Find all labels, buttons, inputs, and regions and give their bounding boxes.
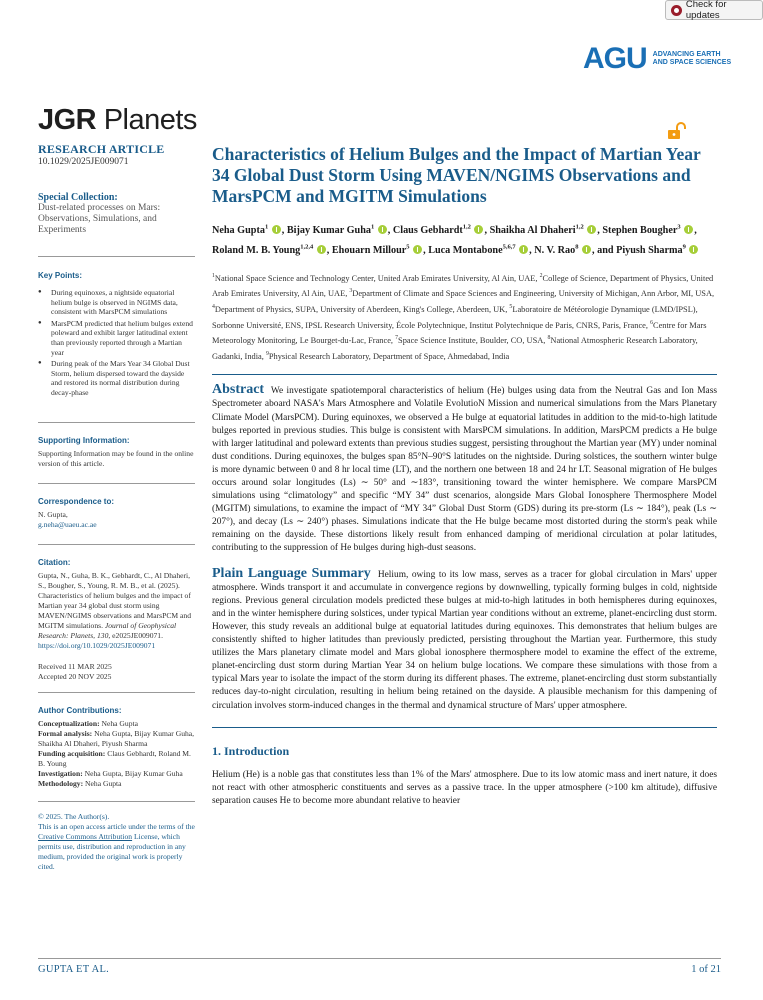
divider — [38, 483, 195, 484]
author-name[interactable]: Luca Montabone — [428, 244, 503, 256]
journal-name-bold: JGR — [38, 104, 97, 136]
orcid-icon[interactable] — [317, 245, 326, 254]
received-date: Received 11 MAR 2025 — [38, 661, 112, 671]
agu-logo — [583, 42, 733, 76]
license-terms: License, which permits use, distribution and reproduction in any medium, provided the original work is properly cited. — [38, 831, 186, 871]
divider — [38, 692, 195, 693]
updates-icon — [671, 5, 682, 16]
author-list — [212, 220, 717, 259]
contribution-item — [38, 769, 195, 779]
author-affiliation-ref: 1,2,4 — [300, 243, 314, 251]
supporting-info-text: Supporting Information may be found in the online version of this article. — [38, 448, 194, 468]
divider — [212, 727, 717, 728]
key-point-item: ● During peak of the Mars Year 34 Global Dust Storm, helium dispersed toward the dayside and restored its normal distribution during decay-phase — [38, 359, 195, 397]
citation-tail: , e2025JE009071. — [108, 630, 164, 640]
affiliation-number: 7 — [395, 335, 399, 342]
article-title: Characteristics of Helium Bulges and the Impact of Martian Year 34 Global Dust Storm Using MAVEN/NGIMS Observations and MarsPCM and MGITM Simulations — [212, 144, 701, 206]
citation-body: Gupta, N., Guha, B. K., Gebhardt, C., Al Dhaheri, S., Bougher, S., Young, R. M. B., et al. (2025). Characteristics of helium bulges and the impact of Martian year 34 global dust storm using MAVEN/NGIMS observations and MarsPCM and MGITM simulations. — [38, 570, 191, 630]
supporting-info-heading: Supporting Information: — [38, 435, 130, 445]
orcid-icon[interactable] — [684, 225, 693, 234]
author-affiliation-ref: 1,2 — [462, 224, 471, 231]
affiliation-number: 5 — [509, 303, 513, 310]
divider — [38, 256, 195, 257]
introduction-heading: 1. Introduction — [212, 743, 290, 758]
license-intro: This is an open access article under the terms of the — [38, 821, 195, 831]
affiliation-text: Space Science Institute, Boulder, CO, USA, — [398, 335, 548, 345]
divider — [38, 801, 195, 802]
key-points-list — [38, 288, 195, 398]
author-name[interactable]: Roland M. B. Young — [212, 244, 301, 256]
author-affiliation-ref: 1,2 — [575, 224, 584, 231]
author-entry: Stephen Bougher$^3$ , — [602, 224, 697, 237]
author-entry: N. V. Rao$^8$ , — [534, 243, 598, 256]
citation-doi-link[interactable]: https://doi.org/10.1029/2025JE009071 — [38, 640, 156, 650]
license-text — [38, 822, 195, 872]
footer-divider — [38, 958, 721, 959]
orcid-icon[interactable] — [689, 245, 698, 254]
author-affiliation-ref: 1 — [264, 224, 269, 231]
contribution-item — [38, 749, 195, 769]
affiliation-text: Laboratoire de Météorologie Dynamique (LMD/IPSL), Sorbonne Université, ENS, IPSL Research University, École Polytechnique, Institut Polytechnique de Paris, CNRS, Paris, France, — [212, 304, 698, 330]
author-name[interactable]: Bijay Kumar Guha — [286, 225, 371, 237]
author-conjunction: and — [597, 244, 617, 256]
citation-text — [38, 571, 195, 641]
author-affiliation-ref: 5,6,7 — [502, 243, 516, 251]
key-point-item: ● MarsPCM predicted that helium bulges extend poleward and exhibit larger latitudinal extent than previously reported through a Martian year — [38, 319, 195, 357]
divider — [38, 422, 195, 423]
check-for-updates-label: Check for updates — [685, 0, 727, 21]
author-name[interactable]: Claus Gebhardt — [392, 225, 463, 237]
citation-heading: Citation: — [38, 557, 71, 567]
author-affiliation-ref: 1 — [370, 224, 375, 231]
orcid-icon[interactable] — [519, 245, 528, 254]
check-for-updates-button[interactable] — [665, 0, 763, 20]
journal-name — [38, 104, 197, 137]
article-doi: 10.1029/2025JE009071 — [38, 157, 129, 167]
affiliations — [212, 270, 717, 364]
article-type: RESEARCH ARTICLE — [38, 142, 165, 156]
main-column — [212, 144, 717, 808]
author-name[interactable]: Stephen Bougher — [602, 225, 678, 237]
author-name[interactable]: Neha Gupta — [212, 225, 265, 237]
contribution-role: Methodology: — [38, 778, 84, 788]
contribution-role: Investigation: — [38, 768, 83, 778]
affiliation-text: National Space Science and Technology Center, United Arab Emirates University, Al Ain, UAE, — [214, 273, 540, 283]
affiliation-text: Centre for Mars Meteorology Monitoring, Le Bourget-du-Lac, France, — [212, 320, 707, 345]
special-collection-link[interactable]: Dust-related processes on Mars: Observations, Simulations, and Experiments — [38, 203, 161, 235]
affiliation-text: National Atmospheric Research Laboratory, Gadanki, India, — [212, 335, 698, 361]
affiliation-number: 2 — [539, 272, 543, 279]
contribution-role: Conceptualization: — [38, 718, 100, 728]
correspondence-heading: Correspondence to: — [38, 496, 115, 506]
correspondence-email-link[interactable]: g.neha@uaeu.ac.ae — [38, 519, 97, 529]
author-affiliation-ref: 8 — [575, 243, 579, 251]
author-name[interactable]: Piyush Sharma — [616, 244, 683, 256]
citation-journal: Journal of Geophysical Research: Planets, 130 — [38, 620, 177, 640]
license-copyright: © 2025. The Author(s). — [38, 811, 110, 821]
author-contributions-heading: Author Contributions: — [38, 705, 122, 715]
author-affiliation-ref: 9 — [682, 243, 686, 251]
affiliation-number: 8 — [547, 335, 551, 342]
author-name[interactable]: Ehouarn Millour — [331, 244, 407, 256]
author-entry: Ehouarn Millour$^5$ , — [331, 243, 429, 256]
affiliation-number: 1 — [212, 272, 215, 279]
left-sidebar — [38, 144, 195, 872]
page-number: 1 of 21 — [691, 964, 721, 975]
affiliation-number: 3 — [349, 288, 353, 295]
orcid-icon[interactable] — [587, 225, 596, 234]
orcid-icon[interactable] — [582, 245, 591, 254]
key-point-item: ● During equinoxes, a nightside equatorial helium bulge is observed in NGIMS data, consistent with MarsPCM simulations — [38, 288, 195, 317]
contribution-authors: Neha Gupta, Bijay Kumar Guha — [82, 768, 183, 778]
divider — [38, 544, 195, 545]
author-entry: Luca Montabone$^{5,6,7}$ , — [428, 243, 535, 256]
author-name[interactable]: N. V. Rao — [534, 244, 576, 256]
contribution-item — [38, 779, 195, 789]
open-access-icon — [667, 122, 687, 140]
footer-authors: GUPTA ET AL. — [38, 964, 110, 975]
accepted-date: Accepted 20 NOV 2025 — [38, 671, 112, 681]
journal-name-rest: Planets — [96, 104, 197, 136]
agu-logo-mark: AGU — [583, 42, 647, 75]
affiliation-number: 6 — [650, 319, 653, 326]
affiliation-number: 9 — [265, 350, 269, 357]
author-entry: Neha Gupta$^1$ , — [212, 224, 287, 237]
plain-language-section — [212, 567, 717, 713]
affiliation-text: Physical Research Laboratory, Department of Space, Ahmedabad, India — [268, 351, 510, 361]
abstract-heading: Abstract — [212, 382, 265, 398]
affiliation-text: Department of Climate and Space Sciences and Engineering, University of Michigan, Ann Arbor, MI, USA, — [352, 289, 715, 299]
abstract-section — [212, 383, 717, 555]
contribution-authors: Claus Gebhardt, Roland M. B. Young — [38, 748, 191, 768]
agu-tagline: ADVANCING EARTH AND SPACE SCIENCES — [652, 50, 732, 66]
author-entry: Claus Gebhardt$^{1,2}$ , — [392, 224, 490, 237]
correspondence-name: N. Gupta, — [38, 509, 68, 519]
author-affiliation-ref: 5 — [406, 243, 410, 251]
affiliation-text: College of Science, Department of Physics, United Arab Emirates University, Al Ain, UAE, — [212, 273, 714, 299]
author-affiliation-ref: 3 — [677, 224, 681, 231]
author-entry — [597, 245, 699, 256]
author-entry: Roland M. B. Young$^{1,2,4}$ , — [212, 243, 332, 256]
orcid-icon[interactable] — [413, 245, 422, 254]
contribution-role: Formal analysis: — [38, 728, 93, 738]
contribution-authors: Neha Gupta — [83, 778, 122, 788]
author-entry: Bijay Kumar Guha$^1$ , — [286, 224, 393, 237]
special-collection-heading: Special Collection: — [38, 192, 118, 203]
author-name[interactable]: Shaikha Al Dhaheri — [489, 225, 576, 237]
orcid-icon[interactable] — [378, 225, 387, 234]
orcid-icon[interactable] — [474, 225, 483, 234]
introduction-text: Helium (He) is a noble gas that constitutes less than 1% of the Mars' atmosphere. Due to its low atomic mass and inert nature, it does not react with other atmospheric constituents and serves as a passive trace. In the upper atmosphere (>100 km altitude), diffusive separation causes He to become more abundant relative to heavier — [212, 769, 717, 806]
key-points-heading: Key Points: — [38, 271, 83, 280]
plain-language-heading: Plain Language Summary — [212, 565, 371, 581]
author-entry: Shaikha Al Dhaheri$^{1,2}$ , — [489, 224, 603, 237]
contribution-item — [38, 729, 195, 749]
contribution-item — [38, 719, 195, 729]
abstract-text: We investigate spatiotemporal characteristics of helium (He) bulges using data from the Neutral Gas and Ion Mass Spectrometer aboard NASA's Mars Atmosphere and Volatile EvolutioN Mission and numerical simulations from the Mars Planetary Climate Model (MarsPCM). During equinoxes, we observed a He bulge at equatorial latitudes in addition to the mid-to-high latitude bulges reported in previous studies. This bulge is consistent with MarsPCM simulations. In addition, MarsPCM predicts a He bulge with larger latitudinal and poleward extents than previous studies suggest, persisting throughout the Martian year (MY) under nominal dust conditions. During equinoxes, the bulges span 85°N–90°S latitudes on the nightside. During solstices, the southern winter bulge is more dynamic between 0 and 8 hr local time (LT), and the northern one between 18 and 24 hr LT. Seasonal migration of He bulges occurs around solar longitudes (Ls) ∼ 50° and ∼183°, transitioning toward the winter hemisphere. We compare MarsPCM simulations using “climatology” and specific “MY 34” dust scenarios, alongside Mars Global Ionosphere Thermosphere Model (MGITM) simulations, to examine the impact of “MY 34” Global Dust Storm (GDS) during its pre-storm (Ls ∼ 184°), peak (Ls ∼ 207°), and decay (Ls ∼ 240°) phases. Simulations indicate that the He bulge became most distorted during the storm's peak while remaining on the dayside. These distortions likely result from enhanced damping of meridional circulation at polar latitudes, contributing to the suppression of He bulges during high-dust seasons. — [212, 386, 718, 554]
orcid-icon[interactable] — [272, 225, 281, 234]
affiliation-text: Department of Physics, SUPA, University of Aberdeen, King's College, Aberdeen, UK, — [214, 304, 510, 314]
contribution-authors: Neha Gupta — [99, 718, 138, 728]
creative-commons-link[interactable]: Creative Commons Attribution — [38, 831, 133, 841]
contribution-authors: Neha Gupta, Bijay Kumar Guha, Shaikha Al Dhaheri, Piyush Sharma — [38, 728, 195, 748]
affiliation-number: 4 — [212, 303, 215, 310]
plain-language-text: Helium, owing to its low mass, serves as a tracer for global circulation in Mars' upper atmosphere. Winds transport it and accumulate in convergence regions by downwelling, typically forming bulges in cold, nightside regions. Previous general circulation models predicted these bulges at mid-to-high latitudes in both hemispheres during equinoxes, and in the winter hemisphere during solstices, under typical Martian year conditions without an extreme, planet-encircling dust storm. However, this study reveals an additional bulge at equatorial latitudes during equinoxes. This demonstrates that helium bulges are consistently shifted to higher latitudes than previously predicted, persisting throughout the Martian year. Furthermore, this study utilizes the Mars planetary climate model and Mars global ionosphere thermosphere model to examine the effect of the extreme, planet-encircling dust storm during Martian Year 34 on helium bulge locations. We compare these simulations with those from a typical Mars year to isolate the impact of the storm during its different phases. The extreme, planet-encircling dust storm substantially reduces day-to-night circulation, resulting in helium being retained on the dayside. A plausible mechanism for this dampening of circulation involves storm-induced changes in the thermal and dynamical structure of Mars' upper atmosphere. — [212, 569, 718, 711]
divider — [212, 374, 717, 375]
contribution-role: Funding acquisition: — [38, 748, 106, 758]
